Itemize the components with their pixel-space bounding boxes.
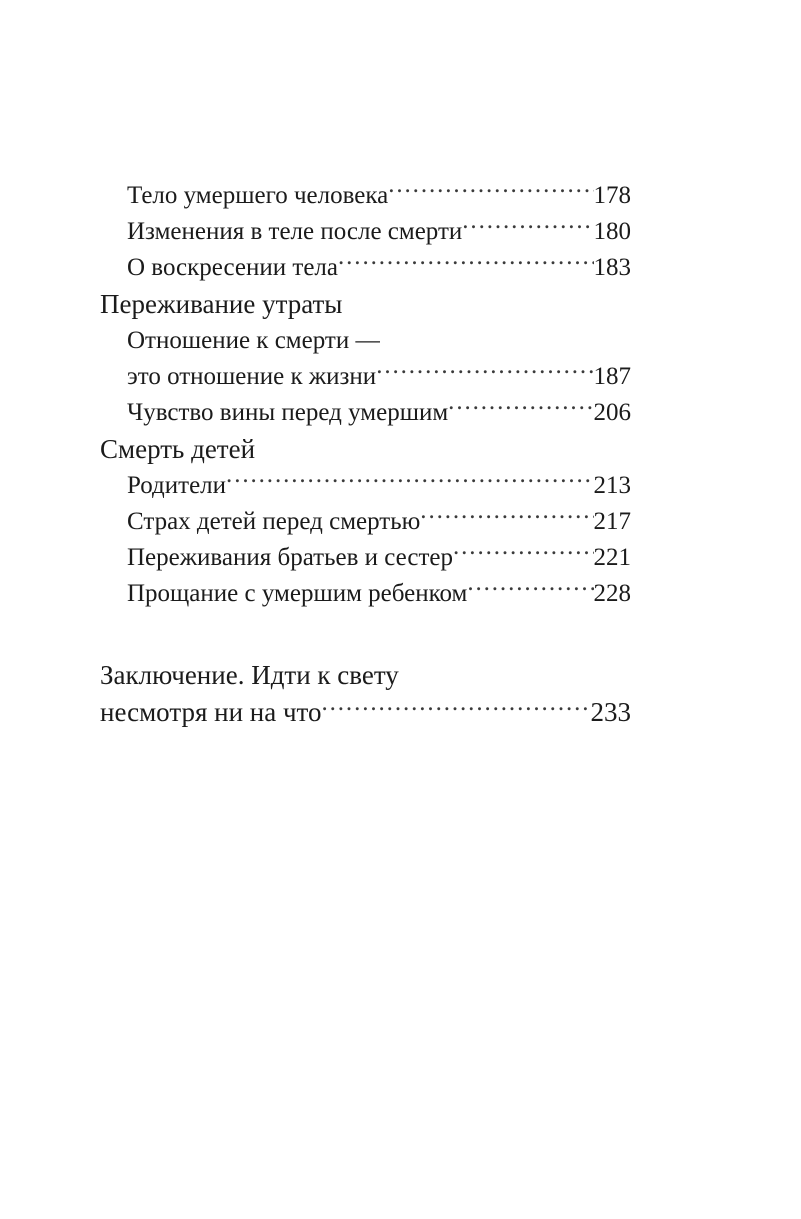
- toc-entry-title: О воскресении тела: [127, 254, 338, 281]
- toc-entry[interactable]: [127, 576, 631, 612]
- toc-section-heading: [100, 431, 631, 468]
- toc-entry[interactable]: [127, 395, 631, 431]
- dot-leader: [376, 359, 593, 384]
- toc-entry-line-first[interactable]: [100, 657, 631, 694]
- toc-entry-line-first[interactable]: [127, 323, 631, 359]
- section-spacer: [100, 612, 631, 657]
- toc-entry-title: Страх детей перед смертью: [127, 508, 421, 535]
- page-number: 183: [593, 254, 631, 281]
- page-number: 206: [593, 399, 631, 426]
- toc-section-title: Смерть детей: [100, 434, 256, 464]
- toc-entry-title: Отношение к смерти —: [127, 327, 381, 354]
- toc-section-title: Переживание утраты: [100, 289, 343, 319]
- toc-entry[interactable]: [127, 540, 631, 576]
- dot-leader: [226, 468, 593, 493]
- dot-leader: [321, 694, 590, 721]
- page-number: 180: [593, 218, 631, 245]
- toc-section-heading: [100, 286, 631, 323]
- dot-leader: [338, 250, 594, 275]
- dot-leader: [448, 395, 593, 420]
- dot-leader: [388, 178, 593, 203]
- toc-entry-title: Родители: [127, 472, 227, 499]
- page-number: 178: [593, 182, 631, 209]
- toc-entry-line-last[interactable]: [127, 359, 631, 395]
- toc-entry-title: это отношение к жизни: [127, 363, 377, 390]
- toc-entry-line-last[interactable]: [100, 694, 631, 731]
- dot-leader: [453, 540, 594, 565]
- table-of-contents: [100, 178, 631, 731]
- toc-entry[interactable]: [127, 214, 631, 250]
- dot-leader: [420, 504, 593, 529]
- toc-entry[interactable]: [127, 468, 631, 504]
- page-number: 228: [593, 580, 631, 607]
- toc-entry-title: Чувство вины перед умершим: [127, 399, 449, 426]
- page-number: 221: [593, 544, 631, 571]
- toc-entry[interactable]: [127, 504, 631, 540]
- page-number: 217: [593, 508, 631, 535]
- toc-entry-title: Изменения в теле после смерти: [127, 218, 463, 245]
- page-number: 187: [593, 363, 631, 390]
- toc-entry-title: несмотря ни на что: [100, 697, 322, 727]
- toc-entry[interactable]: [127, 250, 631, 286]
- toc-entry-title: Заключение. Идти к свету: [100, 660, 399, 690]
- toc-entry-title: Прощание с умершим ребенком: [127, 580, 468, 607]
- page-number: 213: [593, 472, 631, 499]
- page-number: 233: [590, 697, 631, 727]
- toc-entry-title: Переживания братьев и сестер: [127, 544, 453, 571]
- toc-entry[interactable]: [127, 178, 631, 214]
- dot-leader: [462, 214, 593, 239]
- dot-leader: [467, 576, 593, 601]
- toc-entry-title: Тело умершего человека: [127, 182, 389, 209]
